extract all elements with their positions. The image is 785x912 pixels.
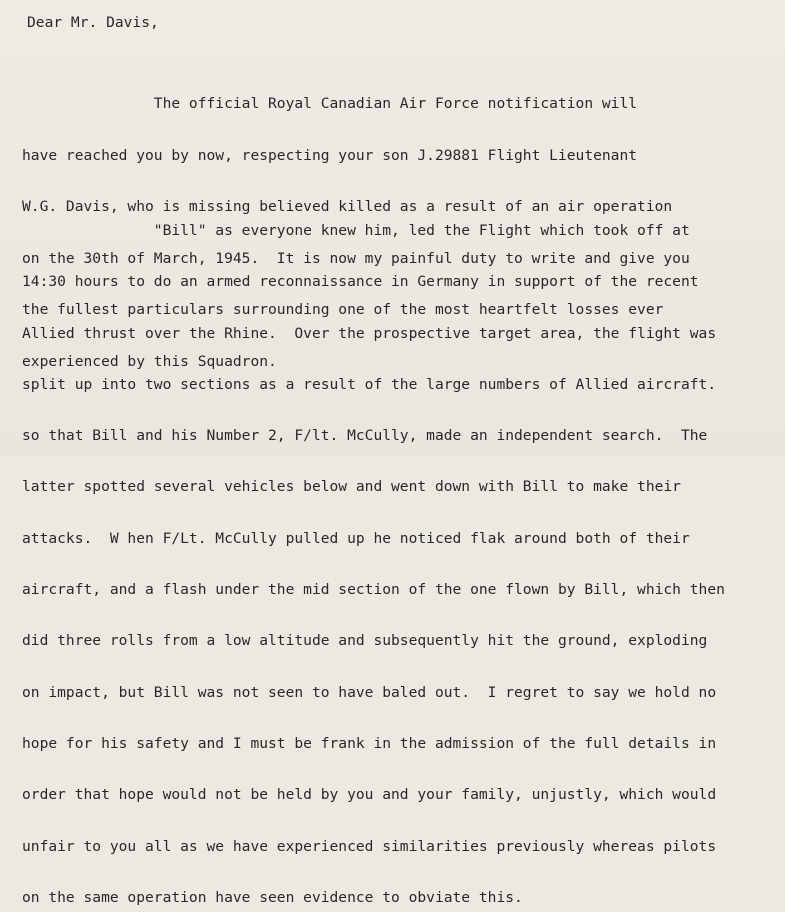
paragraph-1-line: the fullest particulars surrounding one of the most heartfelt losses ever xyxy=(22,301,664,318)
paragraph-2-line: attacks. W hen F/Lt. McCully pulled up he noticed flak around both of their xyxy=(22,529,690,547)
paragraph-1-line: on the 30th of March, 1945. It is now my painful duty to write and give you xyxy=(22,249,690,267)
paragraph-2-line: did three rolls from a low altitude and subsequently hit the ground, exploding xyxy=(22,632,708,650)
paragraph-2-line: so that Bill and his Number 2, F/lt. McCully, made an independent search. The xyxy=(22,427,708,445)
paragraph-2-line: "Bill" as everyone knew him, led the Flight which took off at xyxy=(22,222,690,239)
letter-salutation: Dear Mr. Davis, xyxy=(27,14,159,31)
paragraph-2-line: aircraft, and a flash under the mid section of the one flown by Bill, which then xyxy=(22,581,725,599)
cropped-text-fragment xyxy=(520,0,640,2)
paragraph-2-line: unfair to you all as we have experienced similarities previously whereas pilots xyxy=(22,837,717,855)
paragraph-1-line: experienced by this Squadron. xyxy=(22,352,277,370)
paragraph-2-line: hope for his safety and I must be frank in the admission of the full details in xyxy=(22,734,717,752)
paragraph-2-line: latter spotted several vehicles below and went down with Bill to make their xyxy=(22,478,681,496)
paragraph-1-line: have reached you by now, respecting your son J.29881 Flight Lieutenant xyxy=(22,146,638,164)
paragraph-2-line: 14:30 hours to do an armed reconnaissance in Germany in support of the recent xyxy=(22,273,699,291)
paragraph-2-line: on impact, but Bill was not seen to have baled out. I regret to say we hold no xyxy=(22,683,717,701)
paragraph-2-line: on the same operation have seen evidence to obviate this. xyxy=(22,888,523,906)
paragraph-2-line: order that hope would not be held by you and your family, unjustly, which would xyxy=(22,786,717,804)
paragraph-2-line: Allied thrust over the Rhine. Over the prospective target area, the flight was xyxy=(22,324,717,342)
paragraph-1-line: W.G. Davis, who is missing believed killed as a result of an air operation xyxy=(22,198,673,215)
paragraph-2-line: split up into two sections as a result of the large numbers of Allied aircraft. xyxy=(22,375,717,393)
paragraph-1-line: The official Royal Canadian Air Force notification will xyxy=(22,95,638,112)
letter-paragraph-2 xyxy=(22,188,725,912)
